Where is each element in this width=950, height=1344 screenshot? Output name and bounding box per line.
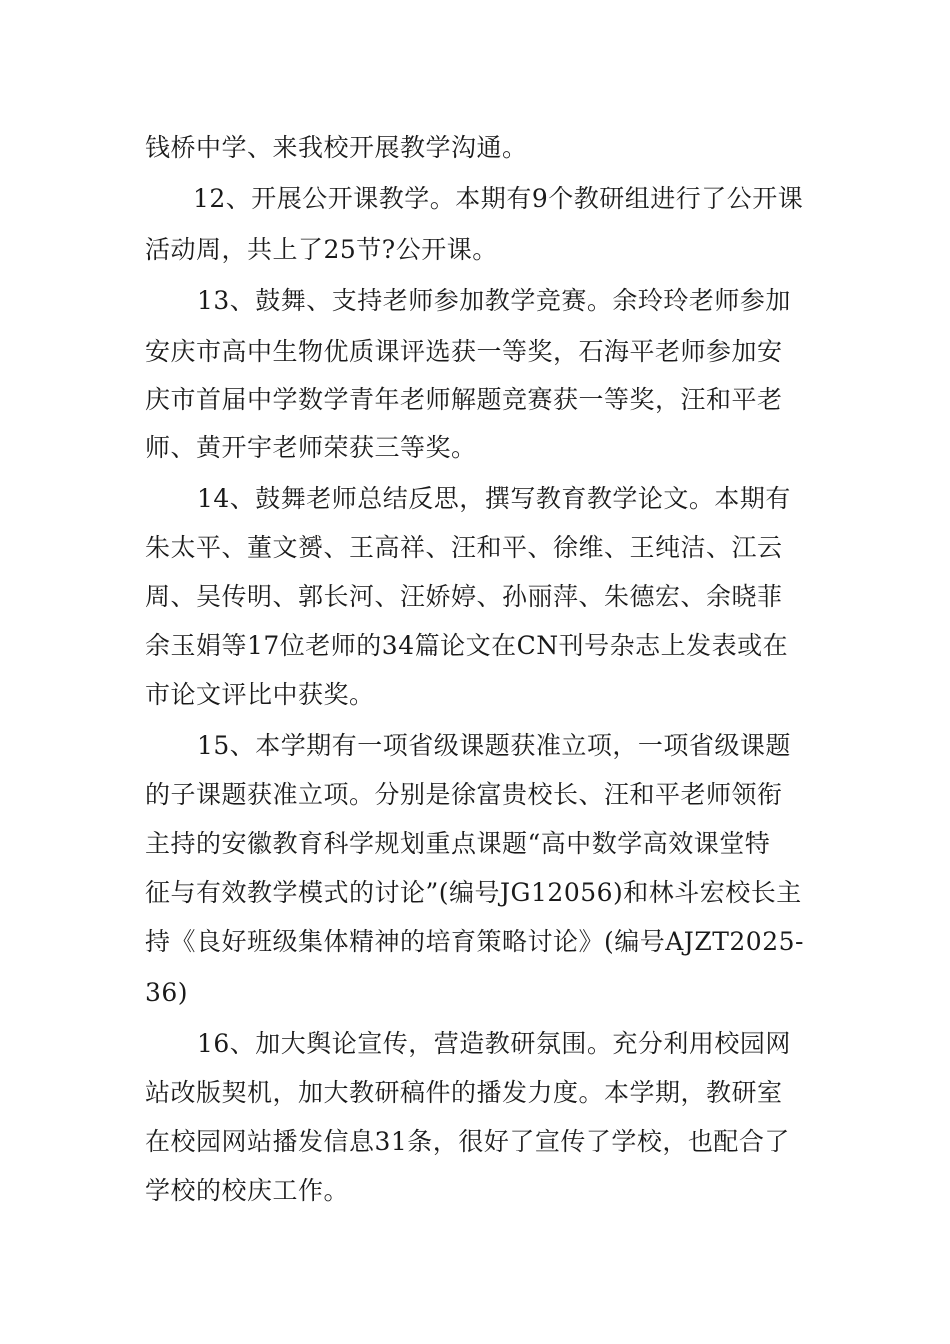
paragraph-15-line-4: 征与有效教学模式的讨论”(编号JG12056)和林斗宏校长主 <box>145 878 802 907</box>
paragraph-14-line-4: 余玉娟等17位老师的34篇论文在CN刊号杂志上发表或在 <box>145 631 789 660</box>
paragraph-13-line-3: 庆市首届中学数学青年老师解题竞赛获一等奖，汪和平老 <box>145 385 783 414</box>
paragraph-12-line-2: 活动周，共上了25节?公开课。 <box>145 235 498 264</box>
paragraph-16-line-1: 16、加大舆论宣传，营造教研氛围。充分利用校园网 <box>197 1029 791 1058</box>
paragraph-15-line-3: 主持的安徽教育科学规划重点课题“高中数学高效课堂特 <box>145 829 771 858</box>
paragraph-15-line-2: 的子课题获准立项。分别是徐富贵校长、汪和平老师领衔 <box>145 780 783 809</box>
paragraph-13-line-4: 师、黄开宇老师荣获三等奖。 <box>145 433 477 462</box>
paragraph-12-line-1: 12、开展公开课教学。本期有9个教研组进行了公开课 <box>193 184 804 213</box>
paragraph-15-line-1: 15、本学期有一项省级课题获准立项，一项省级课题 <box>197 731 791 760</box>
paragraph-15-line-5: 持《良好班级集体精神的培育策略讨论》(编号AJZT2025- <box>145 927 804 956</box>
text-line: 钱桥中学、来我校开展教学沟通。 <box>145 133 528 162</box>
paragraph-14-line-5: 市论文评比中获奖。 <box>145 680 375 709</box>
paragraph-13-line-1: 13、鼓舞、支持老师参加教学竞赛。余玲玲老师参加 <box>197 286 791 315</box>
paragraph-14-line-3: 周、吴传明、郭长河、汪娇婷、孙丽萍、朱德宏、余晓菲 <box>145 582 783 611</box>
paragraph-16-line-4: 学校的校庆工作。 <box>145 1176 350 1205</box>
paragraph-14-line-2: 朱太平、董文赟、王高祥、汪和平、徐维、王纯洁、江云 <box>145 533 783 562</box>
paragraph-15-line-6: 36) <box>145 978 189 1007</box>
paragraph-16-line-2: 站改版契机，加大教研稿件的播发力度。本学期，教研室 <box>145 1078 783 1107</box>
paragraph-16-line-3: 在校园网站播发信息31条，很好了宣传了学校，也配合了 <box>145 1127 790 1156</box>
paragraph-13-line-2: 安庆市高中生物优质课评选获一等奖，石海平老师参加安 <box>145 337 783 366</box>
paragraph-14-line-1: 14、鼓舞老师总结反思，撰写教育教学论文。本期有 <box>197 484 791 513</box>
